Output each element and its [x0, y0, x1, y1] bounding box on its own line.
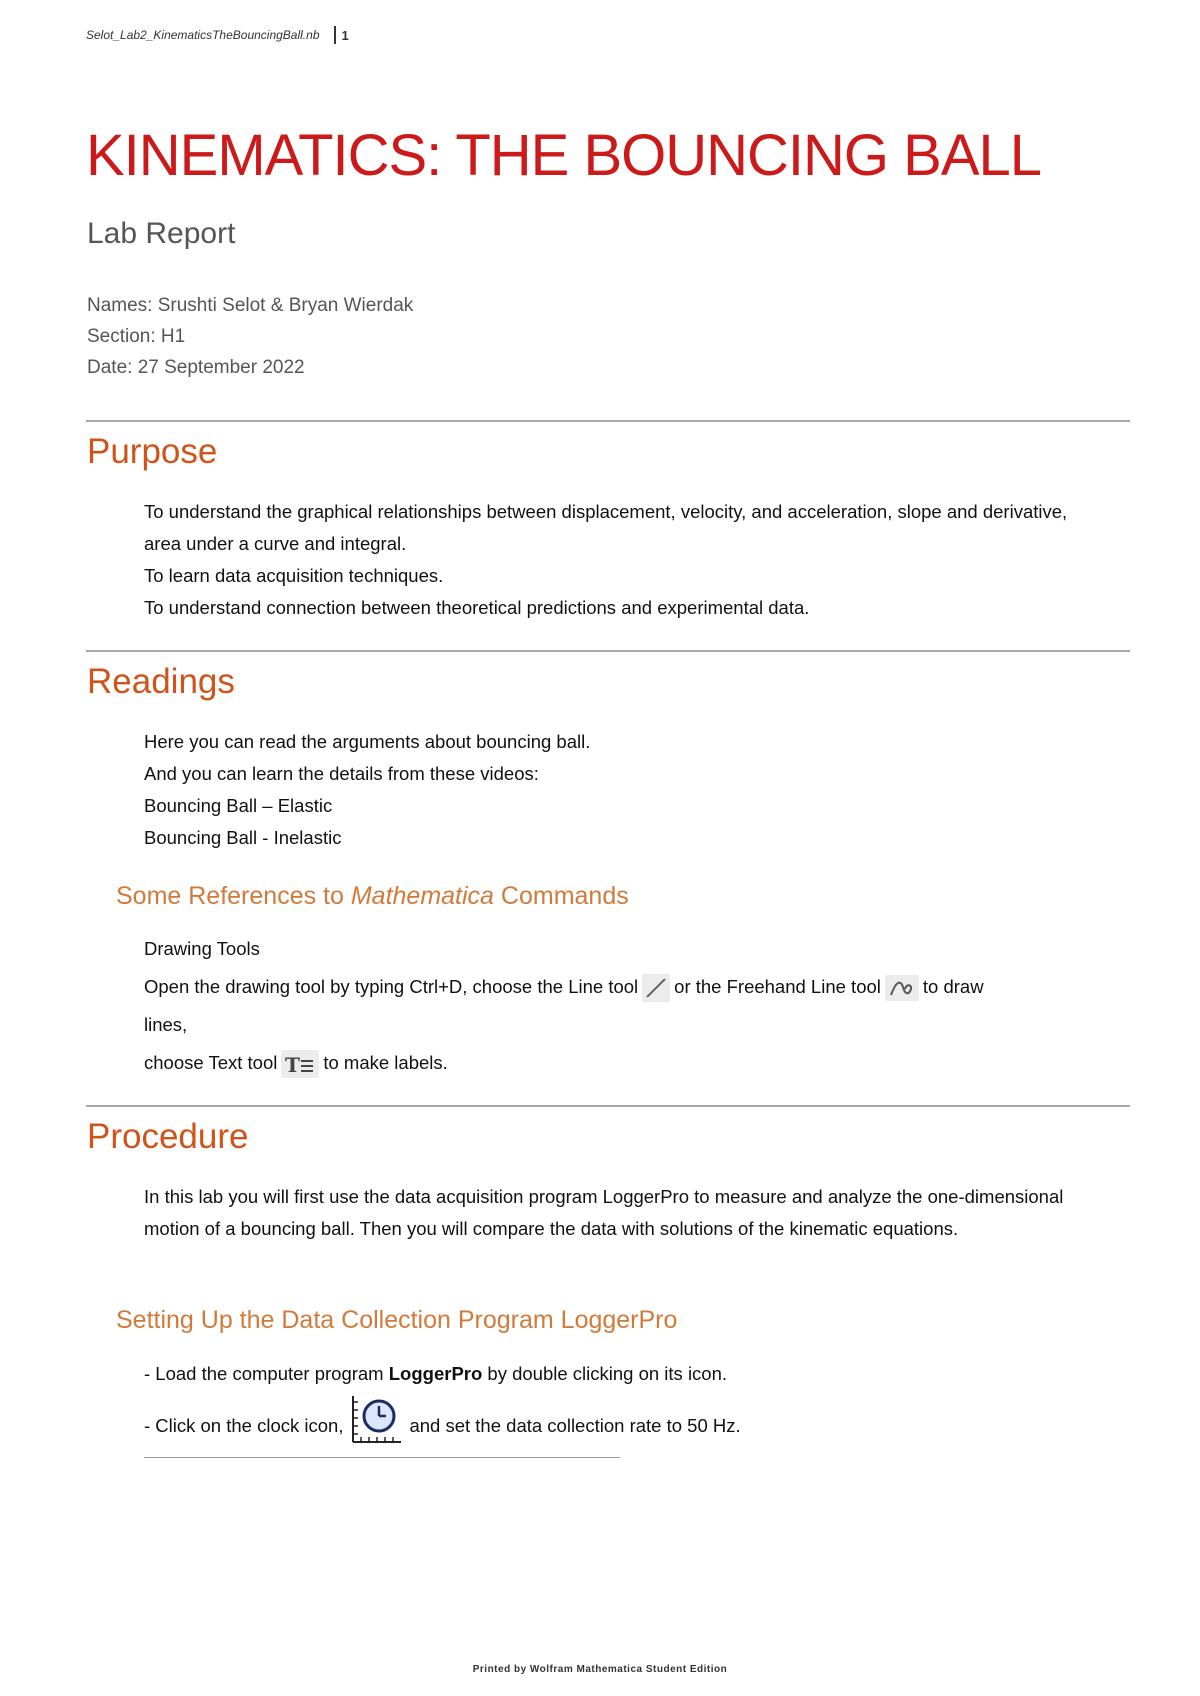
instruction-text: to make labels. — [323, 1052, 448, 1073]
instruction-text: Open the drawing tool by typing Ctrl+D, choose the Line tool — [144, 976, 639, 997]
step-text: - Click on the clock icon, — [144, 1414, 344, 1436]
instruction-text: choose Text tool — [144, 1052, 278, 1073]
page-header — [86, 26, 349, 44]
purpose-heading[interactable]: Purpose — [87, 432, 218, 471]
page-subtitle: Lab Report — [87, 217, 236, 250]
readings-line-1: Here you can read the arguments about bouncing ball. — [144, 731, 591, 752]
procedure-body — [144, 1181, 1104, 1245]
step-text: - Load the computer program — [144, 1363, 389, 1384]
step-text: by double clicking on its icon. — [482, 1363, 728, 1384]
loggerpro-steps — [144, 1354, 1104, 1460]
line-tool-icon[interactable] — [642, 974, 670, 1002]
purpose-line-2: To learn data acquisition techniques. — [144, 565, 444, 586]
section-line: Section: H1 — [87, 326, 186, 347]
purpose-line-1: To understand the graphical relationships between displacement, velocity, and acceleration, slope and derivative, area under a curve and integral. — [144, 501, 1068, 554]
readings-line-2: And you can learn the details from these videos: — [144, 763, 539, 784]
svg-text:T: T — [285, 1053, 301, 1078]
notebook-filename: Selot_Lab2_KinematicsTheBouncingBall.nb — [86, 28, 320, 42]
heading-text: Commands — [493, 882, 629, 910]
procedure-heading[interactable]: Procedure — [87, 1117, 249, 1156]
purpose-line-3: To understand connection between theoretical predictions and experimental data. — [144, 597, 810, 618]
step-click-clock — [144, 1394, 1104, 1460]
mathematica-references-heading[interactable] — [116, 882, 629, 911]
heading-text: Some References to — [116, 882, 351, 910]
loggerpro-setup-heading[interactable]: Setting Up the Data Collection Program LoggerPro — [116, 1306, 678, 1334]
report-meta — [87, 290, 413, 383]
date-line: Date: 27 September 2022 — [87, 357, 305, 378]
page-number: 1 — [341, 27, 349, 43]
section-divider — [86, 650, 1130, 652]
instruction-text: to draw — [922, 976, 984, 997]
text-tool-icon[interactable] — [281, 1050, 319, 1078]
drawing-instructions-line-1 — [144, 968, 1104, 1006]
drawing-instructions-line-1-wrap: lines, — [144, 1014, 188, 1035]
page-title: KINEMATICS: THE BOUNCING BALL — [86, 123, 1042, 188]
video-link-inelastic[interactable]: Bouncing Ball - Inelastic — [144, 827, 342, 848]
loggerpro-name: LoggerPro — [388, 1363, 483, 1384]
procedure-paragraph: In this lab you will first use the data acquisition program LoggerPro to measure and analyze the one-dimensional motion of a bouncing ball. Then you will compare the data with solutions of the kinematic equations. — [144, 1186, 1064, 1239]
section-divider — [86, 1105, 1130, 1107]
cell-divider — [144, 1457, 620, 1458]
drawing-instructions-line-2 — [144, 1044, 1104, 1082]
readings-body — [144, 726, 1104, 854]
section-divider — [86, 420, 1130, 422]
clock-icon[interactable] — [349, 1394, 403, 1460]
header-divider — [334, 26, 336, 44]
purpose-body — [144, 496, 1104, 624]
step-text: and set the data collection rate to 50 Hz. — [409, 1414, 741, 1436]
readings-heading[interactable]: Readings — [87, 662, 235, 701]
drawing-tools-body — [144, 930, 1104, 1082]
heading-italic-text: Mathematica — [350, 882, 494, 910]
step-load-loggerpro — [144, 1354, 1104, 1394]
print-footer: Printed by Wolfram Mathematica Student Edition — [472, 1664, 728, 1675]
video-link-elastic[interactable]: Bouncing Ball – Elastic — [144, 795, 333, 816]
names-line: Names: Srushti Selot & Bryan Wierdak — [87, 295, 414, 316]
instruction-text: or the Freehand Line tool — [674, 976, 881, 997]
drawing-tools-label: Drawing Tools — [144, 938, 260, 959]
freehand-line-tool-icon[interactable] — [885, 975, 919, 1001]
